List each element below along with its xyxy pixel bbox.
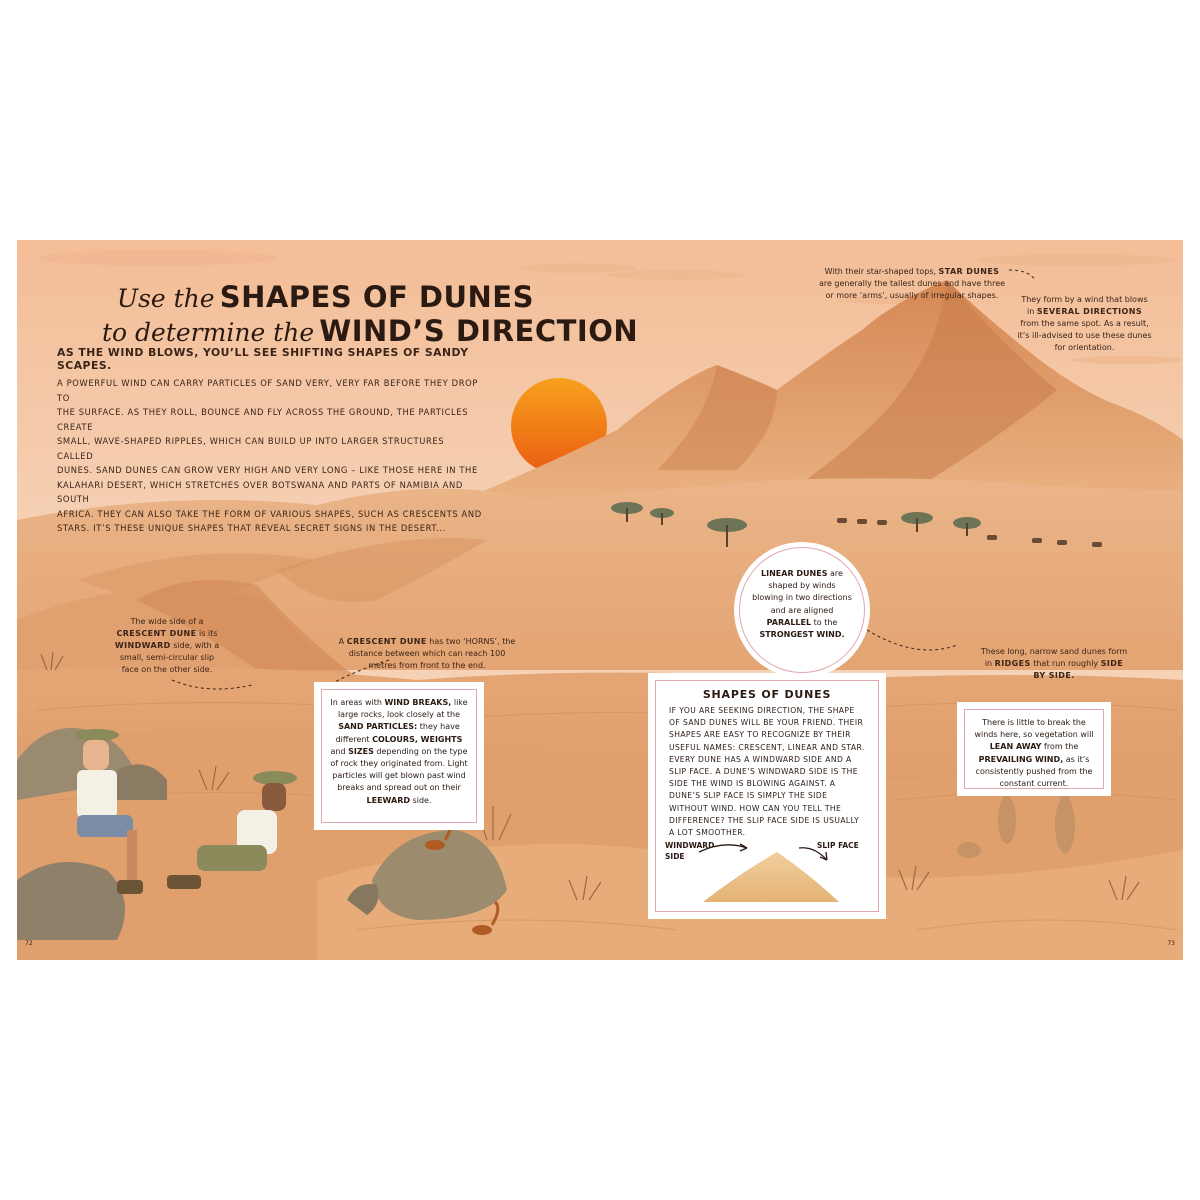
windward-arrow <box>699 845 747 852</box>
intro-line: AFRICA. THEY CAN ALSO TAKE THE FORM OF VARIOUS SHAPES, SUCH AS CRESCENTS AND <box>57 508 482 519</box>
crescent-horns-note: A CRESCENT DUNE has two ‘HORNS’, the distance between which can reach 100 metres from front to the end. <box>338 637 516 670</box>
shapes-of-dunes-box <box>649 674 885 918</box>
vegetation-box <box>958 703 1110 795</box>
crescent-windward-note: The wide side of a CRESCENT DUNE is its WINDWARD side, with a small, semi-circular slip face on the other side. <box>114 617 220 674</box>
title-caps-1: SHAPES OF DUNES <box>219 280 534 314</box>
shapes-box-body: IF YOU ARE SEEKING DIRECTION, THE SHAPE OF SAND DUNES WILL BE YOUR FRIEND. THEIR SHAPES ARE EASY TO RECOGNIZE BY THEIR USEFUL NAMES: CRESCENT, LINEAR AND STAR. EVERY DUNE HAS A WINDWARD SIDE AND A SLIP FACE. A DUNE’S WINDWARD SIDE IS THE SIDE THE WIND IS BLOWING AGAINST. A DUNE’S SLIP FACE IS SIMPLY THE SIDE WITHOUT WIND. HOW CAN YOU TELL THE DIFFERENCE? THE SLIP FACE SIDE IS USUALLY A LOT SMOOTHER. <box>669 706 865 838</box>
wind-breaks-box <box>315 683 483 829</box>
vegetation-text: There is little to break the winds here, so vegetation will LEAN AWAY from the PREVAILING WIND, as it’s consistently pushed from the constant current. <box>974 718 1094 789</box>
intro-line: SMALL, WAVE-SHAPED RIPPLES, WHICH CAN BUILD UP INTO LARGER STRUCTURES CALLED <box>57 436 445 461</box>
page-title-line2 <box>102 314 638 348</box>
intro-line: THE SURFACE. AS THEY ROLL, BOUNCE AND FLY ACROSS THE GROUND, THE PARTICLES CREATE <box>57 407 469 432</box>
book-spread <box>17 240 1183 960</box>
subheading: AS THE WIND BLOWS, YOU’LL SEE SHIFTING SHAPES OF SANDY SCAPES. <box>57 346 469 372</box>
slip-face-label: SLIP FACE <box>817 841 859 850</box>
windward-side-label: WINDWARD SIDE <box>665 841 715 861</box>
shapes-box-title: SHAPES OF DUNES <box>702 688 832 701</box>
title-script-2: to determine the <box>102 318 315 347</box>
several-directions-note: They form by a wind that blows in SEVERAL DIRECTIONS from the same spot. As a result, it’s ill-advised to use these dunes for orientation. <box>1017 295 1152 352</box>
ridges-note: These long, narrow sand dunes form in RIDGES that run roughly SIDE BY SIDE. <box>980 647 1128 680</box>
page-title-line1 <box>117 280 534 314</box>
intro-line: DUNES. SAND DUNES CAN GROW VERY HIGH AND VERY LONG – LIKE THOSE HERE IN THE <box>57 465 478 475</box>
star-dunes-note: With their star-shaped tops, STAR DUNES are generally the tallest dunes and have three or more ‘arms’, usually of irregular shapes. <box>818 267 1006 300</box>
intro-paragraph <box>57 376 482 536</box>
page-number-left: 72 <box>25 940 33 947</box>
intro-line: KALAHARI DESERT, WHICH STRETCHES OVER BOTSWANA AND PARTS OF NAMIBIA AND SOUTH <box>57 479 463 504</box>
page-number-right: 73 <box>1167 940 1175 947</box>
title-caps-2: WIND’S DIRECTION <box>319 314 639 348</box>
wind-breaks-text: In areas with WIND BREAKS, like large rocks, look closely at the SAND PARTICLES: they have different COLOURS, WEIGHTS and SIZES depending on the type of rock they originated from. Light particles will get blown past wind breaks and spread out on their LEEWARD side. <box>330 698 468 805</box>
intro-line: A POWERFUL WIND CAN CARRY PARTICLES OF SAND VERY, VERY FAR BEFORE THEY DROP TO <box>57 378 478 403</box>
title-script-1: Use the <box>117 284 215 313</box>
intro-line: STARS. IT’S THESE UNIQUE SHAPES THAT REVEAL SECRET SIGNS IN THE DESERT... <box>57 523 446 533</box>
linear-dunes-callout <box>734 542 870 678</box>
linear-dunes-text: LINEAR DUNES are shaped by winds blowing in two directions and are aligned PARALLEL to the STRONGEST WIND. <box>752 569 852 640</box>
dune-profile-diagram <box>689 834 849 906</box>
